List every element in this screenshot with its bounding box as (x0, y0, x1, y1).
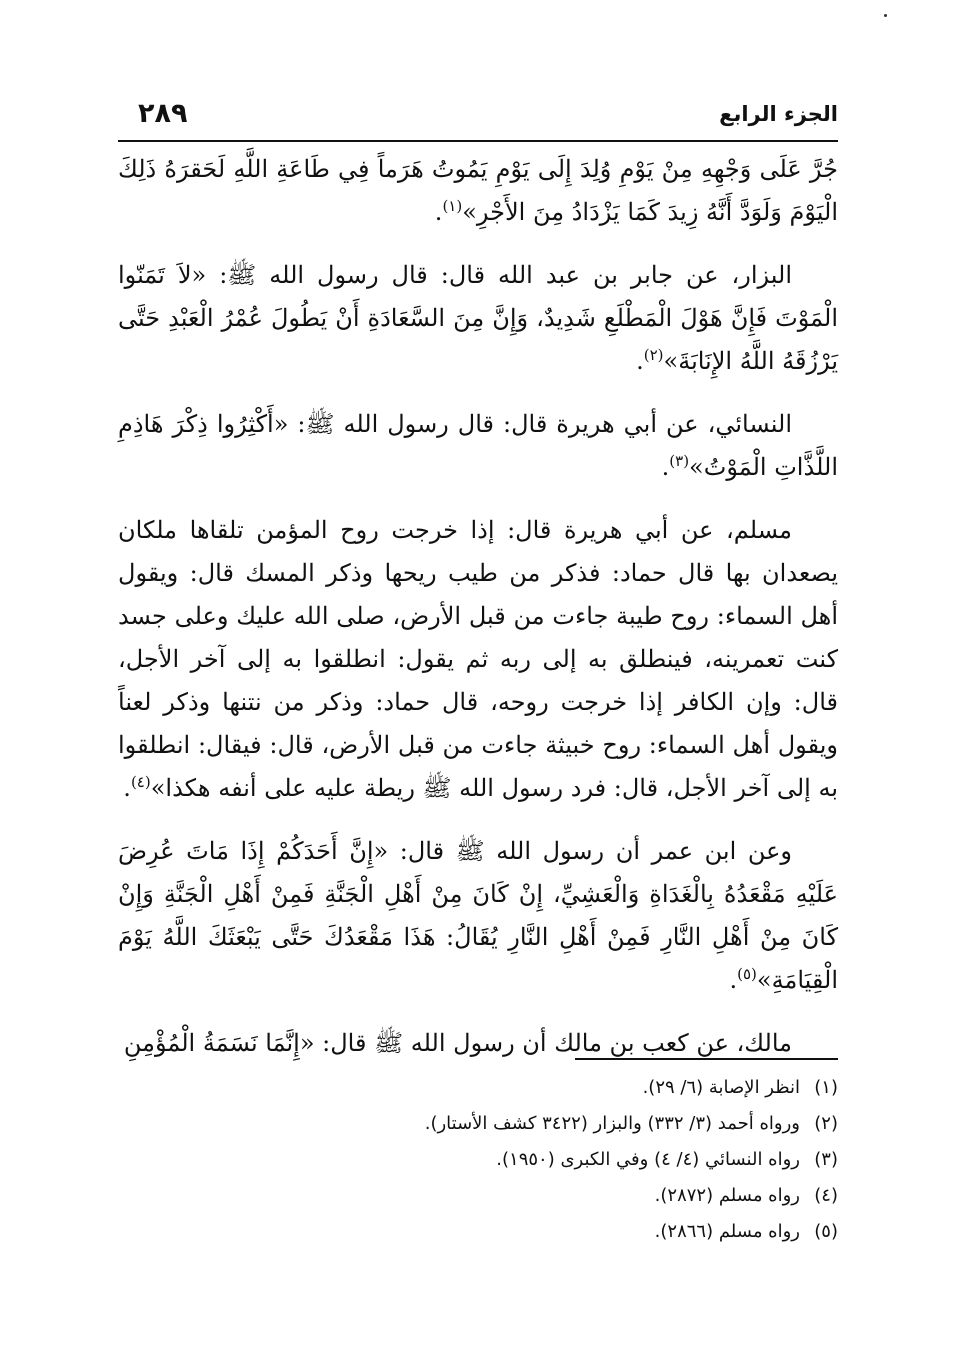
paragraph-text: البزار، عن جابر بن عبد الله قال: قال رسول الله ﷺ: «لاَ تَمَنّوا الْمَوْتَ فَإِنَّ هَوْلَ الْمَطْلَعِ شَدِيدٌ، وَإِنَّ مِنَ السَّعَادَةِ أَنْ يَطُولَ عُمْرُ الْعَبْدِ حَتَّى يَرْزُقَهُ اللَّهُ الإِنَابَةَ» (118, 261, 838, 375)
footnote-ref: (٢) (643, 346, 664, 364)
footnote-text: انظر الإصابة (٦/ ٢٩). (642, 1077, 800, 1098)
paragraph-muslim (118, 509, 838, 810)
footnote-ref: (٤) (130, 773, 151, 791)
paragraph-tail: . (661, 453, 670, 481)
paragraph-text: مالك، عن كعب بن مالك أن رسول الله ﷺ قال: «إِنَّمَا نَسَمَةُ الْمُؤْمِنِ (123, 1029, 792, 1057)
paragraph-text: وعن ابن عمر أن رسول الله ﷺ قال: «إِنَّ أَحَدَكُمْ إِذَا مَاتَ عُرِضَ عَلَيْهِ مَقْعَدُهُ بِالْغَدَاةِ وَالْعَشِيِّ، إِنْ كَانَ مِنْ أَهْلِ الْجَنَّةِ فَمِنْ أَهْلِ الْجَنَّةِ وَإِنْ كَانَ مِنْ أَهْلِ النَّارِ فَمِنْ أَهْلِ النَّارِ يُقَالُ: هَذَا مَقْعَدُكَ حَتَّى يَبْعَثَكَ اللَّهُ يَوْمَ الْقِيَامَةِ» (118, 837, 838, 994)
paragraph-nasai (118, 403, 838, 489)
paragraph-text: جُرَّ عَلَى وَجْهِهِ مِنْ يَوْمِ وُلِدَ إِلَى يَوْمِ يَمُوتُ هَرَماً فِي طَاعَةِ اللَّهِ لَحَقرَهُ ذَلِكَ الْيَوْمَ وَلَوَدَّ أَنَّهُ زِيدَ كَمَا يَزْدَادُ مِنَ الأَجْرِ» (118, 155, 838, 226)
footnote-item (118, 1070, 838, 1106)
footnote-item (118, 1106, 838, 1142)
paragraph-ibn-umar (118, 830, 838, 1002)
footnote-item (118, 1178, 838, 1214)
footnote-ref: (١) (442, 197, 463, 215)
footnote-text: ورواه أحمد (٣/ ٣٣٢) والبزار (٣٤٢٢ كشف الأستار). (424, 1113, 800, 1134)
paragraph-tail: . (729, 966, 738, 994)
footnote-item (118, 1142, 838, 1178)
page-header (118, 96, 838, 142)
scan-speck (884, 14, 887, 17)
footnote-ref: (٥) (737, 965, 757, 983)
footnote-number: (٢) (814, 1113, 838, 1134)
footnotes (118, 1070, 838, 1250)
footnote-divider (575, 1058, 838, 1060)
paragraph-text: مسلم، عن أبي هريرة قال: إذا خرجت روح المؤمن تلقاها ملكان يصعدان بها قال حماد: فذكر من طيب ريحها وذكر المسك قال: ويقول أهل السماء: روح طيبة جاءت من قبل الأرض، صلى الله عليك وعلى جسد كنت تعمرينه، فينطلق به إلى ربه ثم يقول: انطلقوا به إلى آخر الأجل، قال: وإن الكافر إذا خرجت روحه، قال حماد: وذكر من نتنها وذكر لعناً ويقول أهل السماء: روح خبيثة جاءت من قبل الأرض، قال: فيقال: انطلقوا به إلى آخر الأجل، قال: فرد رسول الله ﷺ ريطة عليه على أنفه هكذا» (118, 516, 838, 802)
footnote-number: (٣) (814, 1149, 838, 1170)
footnote-text: رواه مسلم (٢٨٧٢). (654, 1185, 800, 1206)
paragraph-tail: . (636, 347, 644, 375)
page-number: ٢٨٩ (138, 98, 188, 129)
footnote-item (118, 1214, 838, 1250)
paragraph-tail: . (434, 198, 443, 226)
footnote-text: رواه مسلم (٢٨٦٦). (654, 1221, 800, 1242)
footnote-text: رواه النسائي (٤/ ٤) وفي الكبرى (١٩٥٠). (496, 1149, 800, 1170)
footnote-number: (٥) (814, 1221, 838, 1242)
main-text (118, 148, 838, 1085)
paragraph-bazzar (118, 254, 838, 383)
paragraph-text: النسائي، عن أبي هريرة قال: قال رسول الله ﷺ: «أَكْثِرُوا ذِكْرَ هَاذِمِ اللَّذَّاتِ الْمَوْتُ» (118, 410, 838, 481)
paragraph-continuation (118, 148, 838, 234)
footnote-number: (٤) (814, 1185, 838, 1206)
running-head: الجزء الرابع (719, 102, 838, 126)
footnote-ref: (٣) (669, 452, 690, 470)
paragraph-tail: . (123, 774, 131, 802)
footnote-number: (١) (814, 1077, 838, 1098)
